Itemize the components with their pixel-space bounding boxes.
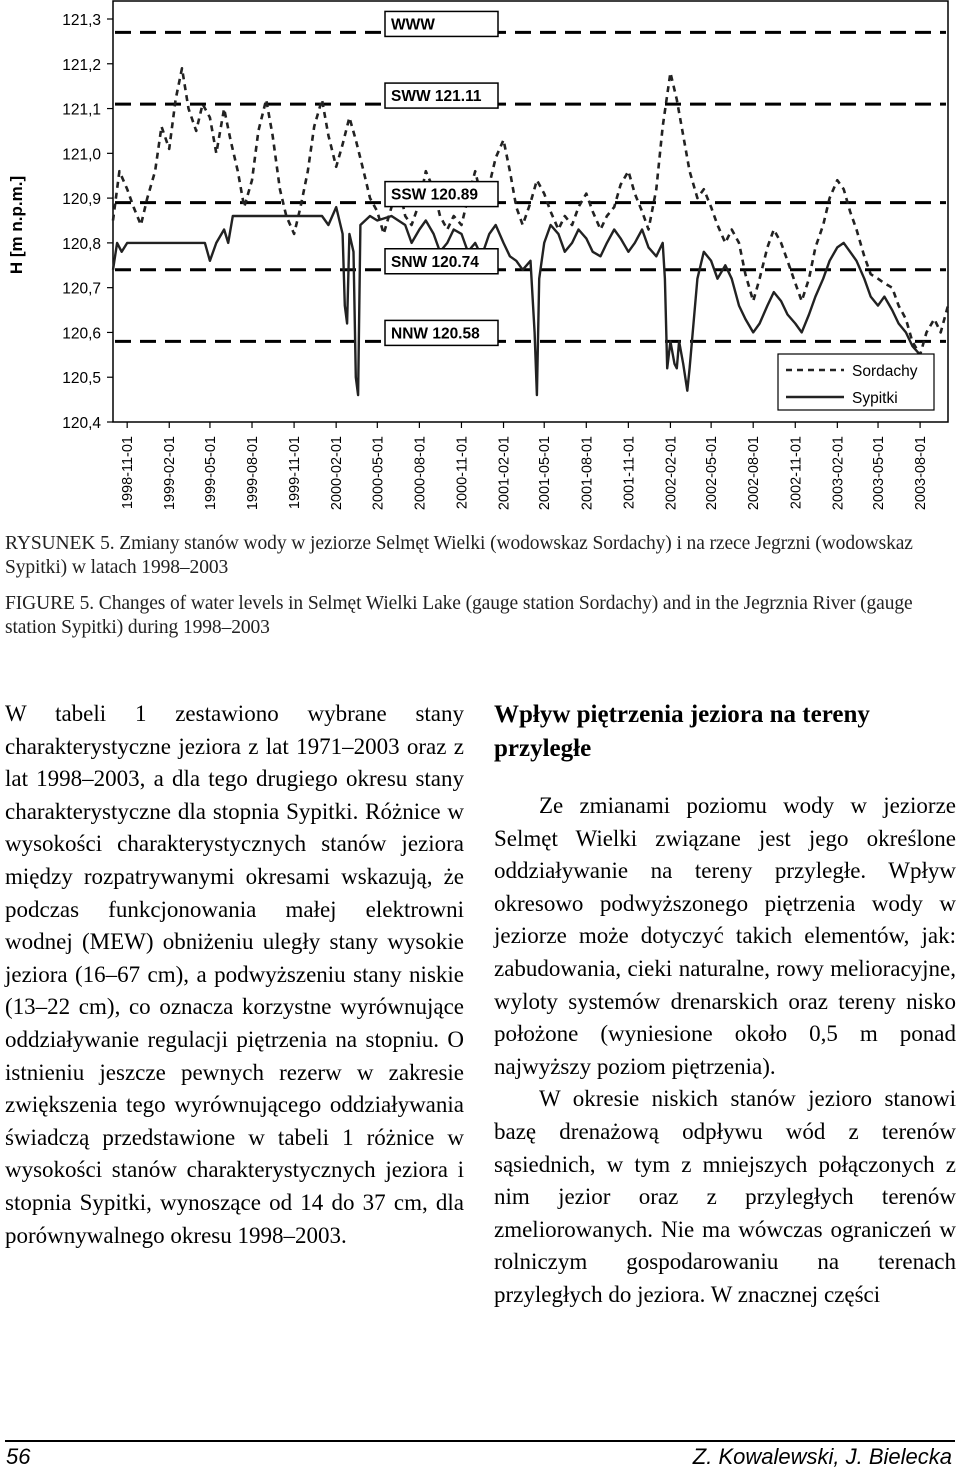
series-layer <box>113 68 948 395</box>
y-tick-label: 120,4 <box>62 415 101 432</box>
y-tick-label: 121,2 <box>62 56 101 74</box>
x-tick-label: 2003-02-01 <box>830 436 847 511</box>
left-column <box>5 698 464 1252</box>
y-tick-label: 121,1 <box>62 101 101 119</box>
reference-label: SNW 120.74 <box>391 253 479 271</box>
x-tick-label: 2000-05-01 <box>370 436 387 511</box>
legend <box>778 354 934 410</box>
y-tick-label: 121,0 <box>62 146 101 164</box>
figure-caption-polish: RYSUNEK 5. Zmiany stanów wody w jeziorze Selmęt Wielki (wodowskaz Sordachy) i na rzece Jegrzni (wodowskaz Sypitki) w latach 1998–2003 <box>5 533 913 578</box>
y-axis <box>62 12 113 432</box>
reference-lines <box>115 32 946 341</box>
x-tick-label: 2001-08-01 <box>579 436 596 511</box>
y-tick-label: 120,7 <box>62 280 101 298</box>
x-tick-label: 2003-05-01 <box>871 436 888 511</box>
reference-label: SSW 120.89 <box>391 186 479 204</box>
y-tick-label: 120,6 <box>62 325 101 343</box>
reference-label: SWW 121.11 <box>391 88 482 106</box>
figure-caption-english: FIGURE 5. Changes of water levels in Selmęt Wielki Lake (gauge station Sordachy) and in the Jegrznia River (gauge station Sypitki) during 1998–2003 <box>5 593 913 638</box>
x-tick-label: 2002-02-01 <box>663 436 680 511</box>
x-tick-label: 2000-02-01 <box>329 436 346 511</box>
y-axis-label: H [m n.p.m.] <box>7 175 26 275</box>
reference-labels <box>385 11 498 345</box>
x-tick-label: 2000-08-01 <box>412 436 429 511</box>
reference-label: NNW 120.58 <box>391 325 480 343</box>
x-tick-label: 2002-11-01 <box>788 436 805 510</box>
x-tick-label: 2000-11-01 <box>454 436 471 510</box>
x-tick-label: 1998-11-01 <box>120 436 137 510</box>
legend-label: Sordachy <box>852 363 918 380</box>
x-tick-label: 1999-02-01 <box>162 436 179 511</box>
x-tick-label: 2002-08-01 <box>746 436 763 511</box>
x-tick-label: 2002-05-01 <box>704 436 721 511</box>
x-tick-label: 2001-05-01 <box>537 436 554 511</box>
x-tick-label: 1999-11-01 <box>287 436 304 510</box>
body-paragraph: Ze zmianami poziomu wody w jeziorze Selmęt Wielki związane jest jego określone oddziaływanie na tereny przyległe. Wpływ okresowo podwyższonego piętrzenia wody w jeziorze może dotyczyć takich elementów, jak: zabudowania, cieki naturalne, rowy melioracyjne, wyloty systemów drenarskich oraz tereny nisko położone (wyniesione około 0,5 m ponad najwyższy poziom piętrzenia). <box>494 793 956 1079</box>
section-heading: Wpływ piętrzenia jeziora na tereny przyległe <box>494 701 870 762</box>
body-paragraph: W tabeli 1 zestawiono wybrane stany charakterystyczne jeziora z lat 1971–2003 oraz z lat 1998–2003, a dla tego drugiego okresu stany charakterystyczne dla stopnia Sypitki. Różnice w wysokości charakterystycznych stanów jeziora między rozpatrywanymi okresami wskazują, że podczas funkcjonowania małej elektrowni wodnej (MEW) obniżeniu uległy stany wysokie jeziora (16–67 cm), a podwyższeniu stany niskie (13–22 cm), co oznacza korzystne wyrównujące oddziaływanie regulacji piętrzenia na stopniu. O istnieniu jeszcze pewnych rezerw w zakresie zwiększenia tego wyrównującego oddziaływania świadczą przedstawione w tabeli 1 różnice w wysokości stanów charakterystycznych jeziora i stopnia Sypitki, wynoszące od 14 do 37 cm, dla porównywalnego okresu 1998–2003. <box>5 701 464 1248</box>
x-tick-label: 2001-02-01 <box>496 436 513 511</box>
right-column <box>494 698 956 1312</box>
y-tick-label: 121,3 <box>62 12 101 29</box>
footer-rule <box>5 1440 955 1442</box>
page-number: 56 <box>6 1444 31 1469</box>
x-tick-label: 2003-08-01 <box>913 436 930 511</box>
x-axis <box>120 422 929 510</box>
y-tick-label: 120,9 <box>62 191 101 209</box>
x-tick-label: 1999-08-01 <box>245 436 262 511</box>
x-tick-label: 1999-05-01 <box>202 436 219 511</box>
series-line-sordachy <box>113 68 948 355</box>
footer-authors: Z. Kowalewski, J. Bielecka <box>692 1444 952 1469</box>
x-tick-label: 2001-11-01 <box>621 436 638 510</box>
y-tick-label: 120,5 <box>62 370 101 388</box>
water-level-chart <box>0 0 960 535</box>
body-paragraph: W okresie niskich stanów jezioro stanowi bazę drenażową odpływu wód z terenów sąsiednich, w tym z mniejszych połączonych z nim jezior oraz z przyległych terenów zmeliorowanych. Nie ma wówczas ograniczeń w rolniczym gospodarowaniu na terenach przyległych do jeziora. W znacznej części <box>494 1086 956 1307</box>
y-tick-label: 120,8 <box>62 235 101 253</box>
reference-label: WWW <box>391 16 435 34</box>
legend-label: Sypitki <box>852 390 898 407</box>
